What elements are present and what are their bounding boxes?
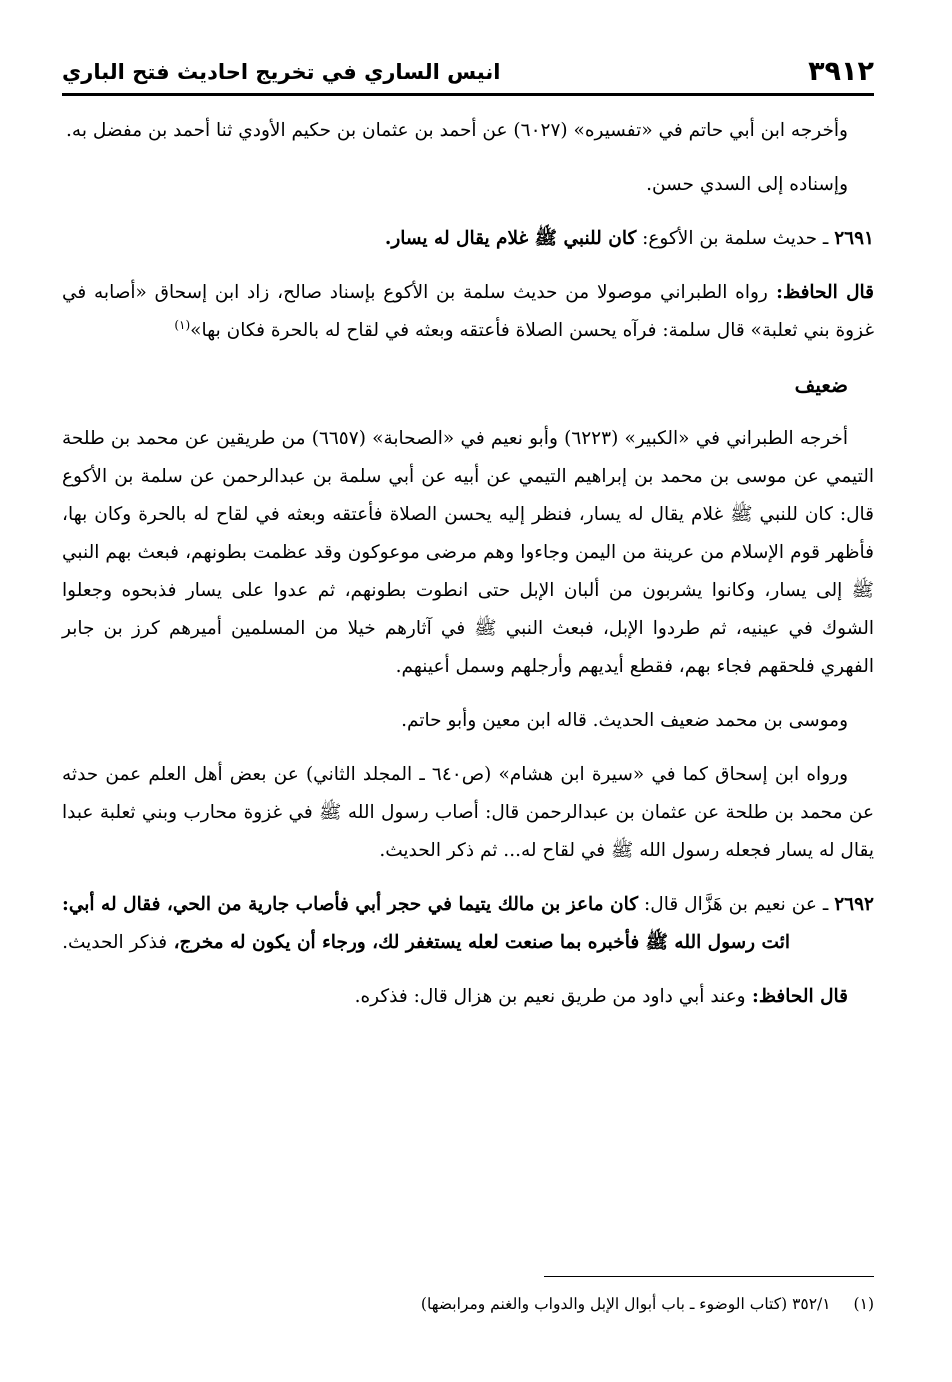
hadith-text: كان للنبي ﷺ غلام يقال له يسار. xyxy=(384,228,637,249)
hadith-2692 xyxy=(62,886,874,962)
footnote-marker: (١) xyxy=(853,1295,874,1313)
paragraph-ibn-abi-hatim: وأخرجه ابن أبي حاتم في «تفسيره» (٦٠٢٧) عن أحمد بن عثمان بن حكيم الأودي ثنا أحمد بن مفضل به. xyxy=(66,120,848,141)
hadith-intro: ـ حديث سلمة بن الأكوع: xyxy=(636,228,829,249)
hadith-2691 xyxy=(62,220,874,258)
page-number: ٣٩١٢ xyxy=(808,56,874,87)
hafiz-comment-1 xyxy=(62,274,874,350)
hafiz-text: وعند أبي داود من طريق نعيم بن هزال قال: فذكره. xyxy=(354,986,746,1007)
header-rule xyxy=(62,93,874,96)
hafiz-label: قال الحافظ: xyxy=(745,986,848,1007)
paragraph-isnad: وإسناده إلى السدي حسن. xyxy=(646,174,848,195)
hafiz-comment-2 xyxy=(62,978,874,1016)
paragraph-ibn-ishaq: ورواه ابن إسحاق كما في «سيرة ابن هشام» (ص٦٤٠ ـ المجلد الثاني) عن بعض أهل العلم عمن حدثه عن محمد بن طلحة عن عثمان بن عبدالرحمن قال: أصاب رسول الله ﷺ في غزوة محارب وبني ثعلبة عبدا يقال له يسار فجعله رسول الله ﷺ في لقاح له... ثم ذكر الحديث. xyxy=(62,764,874,861)
grade-heading: ضعيف xyxy=(794,373,848,397)
hafiz-label: قال الحافظ: xyxy=(767,282,874,303)
hadith-number: ٢٦٩٢ xyxy=(834,894,874,915)
running-title: انيس الساري في تخريج احاديث فتح الباري xyxy=(62,60,501,84)
footnote-text: ٣٥٢/١ (كتاب الوضوء ـ باب أبوال الإبل والدواب والغنم ومرابضها) xyxy=(420,1295,831,1313)
hadith-number: ٢٦٩١ xyxy=(834,228,874,249)
footnote-rule xyxy=(544,1276,874,1277)
paragraph-musa: وموسى بن محمد ضعيف الحديث. قاله ابن معين وأبو حاتم. xyxy=(401,710,848,731)
paragraph-takhrij: أخرجه الطبراني في «الكبير» (٦٢٢٣) وأبو نعيم في «الصحابة» (٦٦٥٧) من طريقين عن محمد بن طلحة التيمي عن موسى بن محمد بن إبراهيم التيمي عن أبيه عن أبي سلمة بن عبدالرحمن عن سلمة بن الأكوع قال: كان للنبي ﷺ غلام يقال له يسار، فنظر إليه يحسن الصلاة فأعتقه وبعثه في لقاح له بالحرة وكان بها، فأظهر قوم الإسلام من عرينة من اليمن وجاءوا وهم مرضى موعوكون وقد عظمت بطونهم، فبعث بهم النبي ﷺ إلى يسار، وكانوا يشربون من ألبان الإبل حتى انطوت بطونهم، ثم عدوا على يسار فذبحوه وجعلوا الشوك في عينيه، ثم طردوا الإبل، فبعث النبي ﷺ في آثارهم خيلا من المسلمين أميرهم كرز بن جابر الفهري فلحقهم فجاء بهم، فقطع أيديهم وأرجلهم وسمل أعينهم. xyxy=(62,428,874,677)
page-header xyxy=(62,50,874,90)
hadith-ending: فذكر الحديث. xyxy=(62,932,168,953)
hadith-text: كان ماعز بن مالك يتيما في حجر أبي فأصاب جارية من الحي، فقال له أبي: ائت رسول الله ﷺ فأخبره بما صنعت لعله يستغفر لك، ورجاء أن يكون له مخرج، xyxy=(62,894,790,953)
hadith-intro: ـ عن نعيم بن هَزَّال قال: xyxy=(638,894,829,915)
main-text xyxy=(62,112,874,1032)
footnote xyxy=(62,1290,874,1318)
footnote-ref: (١) xyxy=(174,317,191,332)
book-page xyxy=(62,0,874,1382)
hafiz-text: رواه الطبراني موصولا من حديث سلمة بن الأكوع بإسناد صالح، زاد ابن إسحاق «أصابه في غزوة بني ثعلبة» قال سلمة: فرآه يحسن الصلاة فأعتقه وبعثه في لقاح له بالحرة فكان بها» xyxy=(62,282,874,341)
